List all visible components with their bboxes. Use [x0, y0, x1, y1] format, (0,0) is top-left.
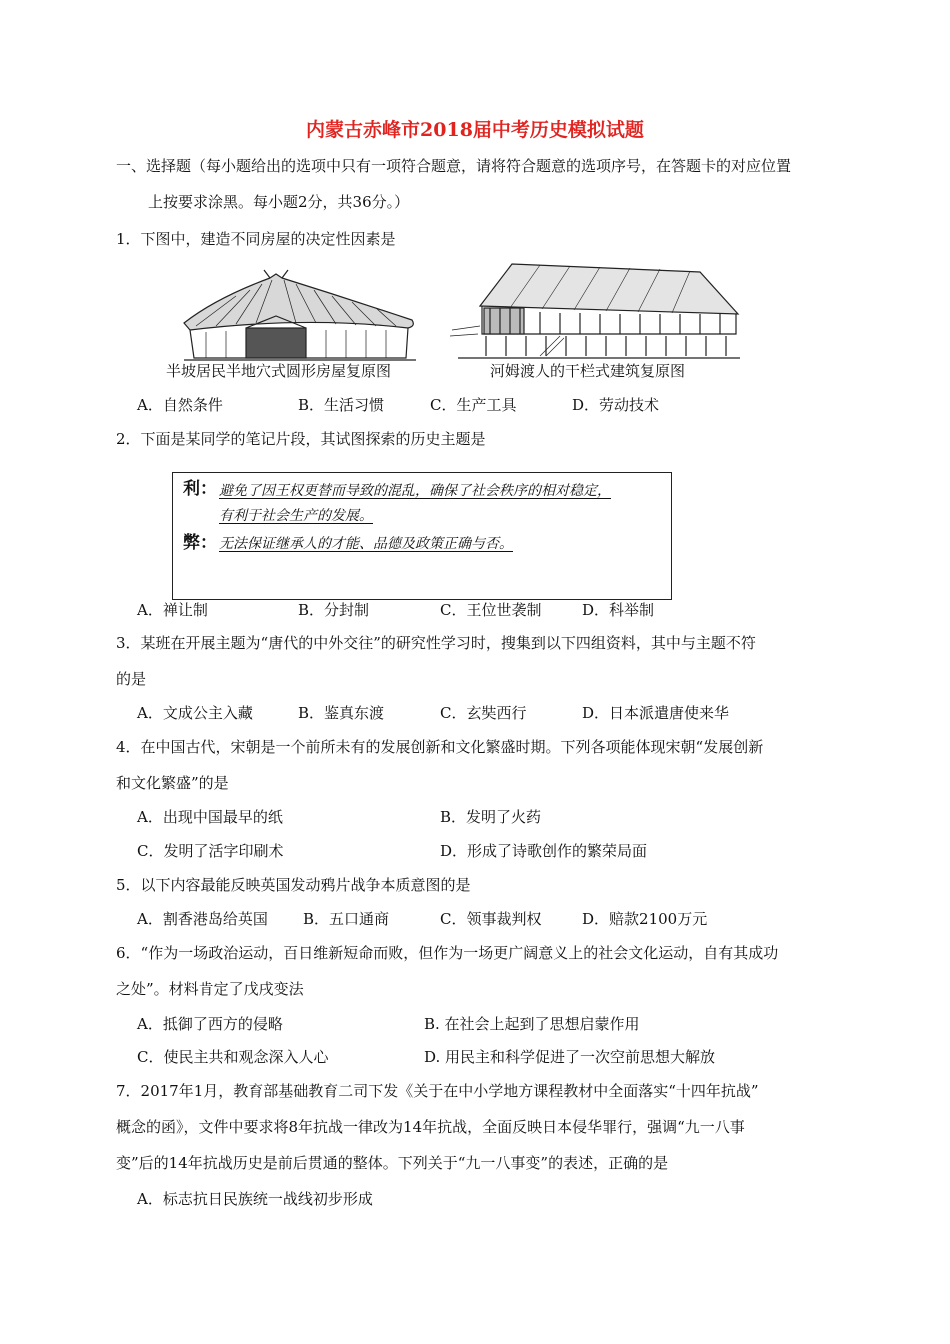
- question-5-stem: 5．以下内容最能反映英国发动鸦片战争本质意图的是: [116, 876, 471, 894]
- notes-box: [172, 472, 672, 600]
- q4-option-c[interactable]: C．发明了活字印刷术: [137, 842, 284, 860]
- q3-option-b[interactable]: B．鉴真东渡: [298, 704, 385, 722]
- question-6-stem-line1: 6．“作为一场政治运动，百日维新短命而败，但作为一场更广阔意义上的社会文化运动，自有其成功: [116, 944, 779, 962]
- q4-option-b[interactable]: B．发明了火药: [440, 808, 542, 826]
- question-2-stem: 2．下面是某同学的笔记片段，其试图探索的历史主题是: [116, 430, 486, 448]
- q4-option-d[interactable]: D．形成了诗歌创作的繁荣局面: [440, 842, 648, 860]
- question-3-stem-line2: 的是: [116, 670, 147, 688]
- q2-option-a[interactable]: A．禅让制: [137, 601, 208, 619]
- q5-option-a[interactable]: A．割香港岛给英国: [137, 910, 268, 928]
- banpo-house-illustration: [176, 268, 426, 368]
- q6-option-a[interactable]: A．抵御了西方的侵略: [137, 1015, 283, 1033]
- q1-option-a[interactable]: A．自然条件: [137, 396, 223, 414]
- question-4-stem-line2: 和文化繁盛”的是: [116, 774, 229, 792]
- q3-option-a[interactable]: A．文成公主入藏: [137, 704, 253, 722]
- q1-option-d[interactable]: D．劳动技术: [572, 396, 660, 414]
- note-advantage-key: 利：: [183, 479, 217, 499]
- q6-option-c[interactable]: C．使民主共和观念深入人心: [137, 1048, 329, 1066]
- section-header-line2: 上按要求涂黑。每小题2分，共36分。）: [148, 193, 410, 211]
- figure-caption-right: 河姆渡人的干栏式建筑复原图: [490, 362, 686, 380]
- figure-caption-left: 半坡居民半地穴式圆形房屋复原图: [166, 362, 392, 380]
- q2-option-b[interactable]: B．分封制: [298, 601, 370, 619]
- q1-option-b[interactable]: B．生活习惯: [298, 396, 385, 414]
- note-disadvantage-line1: 无法保证继承人的才能、品德及政策正确与否。: [219, 536, 513, 552]
- question-7-stem-line2: 概念的函》，文件中要求将8年抗战一律改为14年抗战，全面反映日本侵华罪行，强调“九一八事: [116, 1118, 745, 1136]
- note-disadvantage-key: 弊：: [183, 533, 217, 553]
- question-1-stem: 1．下图中，建造不同房屋的决定性因素是: [116, 230, 396, 248]
- note-advantage-line1: 避免了因王权更替而导致的混乱，确保了社会秩序的相对稳定，: [219, 483, 611, 499]
- q7-option-a[interactable]: A．标志抗日民族统一战线初步形成: [137, 1190, 373, 1208]
- q6-option-d[interactable]: D. 用民主和科学促进了一次空前思想大解放: [424, 1048, 716, 1066]
- q1-option-c[interactable]: C．生产工具: [430, 396, 517, 414]
- q2-option-d[interactable]: D．科举制: [582, 601, 655, 619]
- question-7-stem-line1: 7．2017年1月，教育部基础教育二司下发《关于在中小学地方课程教材中全面落实“十四年抗战”: [116, 1082, 759, 1100]
- q5-option-d[interactable]: D．赔款2100万元: [582, 910, 708, 928]
- page-title: 内蒙古赤峰市2018届中考历史模拟试题: [306, 119, 644, 141]
- note-advantage-line2: 有利于社会生产的发展。: [219, 508, 373, 524]
- q4-option-a[interactable]: A．出现中国最早的纸: [137, 808, 283, 826]
- q3-option-d[interactable]: D．日本派遣唐使来华: [582, 704, 730, 722]
- question-3-stem-line1: 3．某班在开展主题为“唐代的中外交往”的研究性学习时，搜集到以下四组资料，其中与主题不符: [116, 634, 756, 652]
- question-6-stem-line2: 之处”。材料肯定了戊戌变法: [116, 980, 304, 998]
- section-header-line1: 一、选择题（每小题给出的选项中只有一项符合题意，请将符合题意的选项序号，在答题卡的对应位置: [116, 157, 792, 175]
- q3-option-c[interactable]: C．玄奘西行: [440, 704, 527, 722]
- q5-option-b[interactable]: B．五口通商: [303, 910, 390, 928]
- q5-option-c[interactable]: C．领事裁判权: [440, 910, 542, 928]
- q2-option-c[interactable]: C．王位世袭制: [440, 601, 542, 619]
- question-7-stem-line3: 变”后的14年抗战历史是前后贯通的整体。下列关于“九一八事变”的表述，正确的是: [116, 1154, 669, 1172]
- q6-option-b[interactable]: B. 在社会上起到了思想启蒙作用: [424, 1015, 640, 1033]
- question-4-stem-line1: 4．在中国古代，宋朝是一个前所未有的发展创新和文化繁盛时期。下列各项能体现宋朝“发展创新: [116, 738, 764, 756]
- hemudu-stilt-house-illustration: [450, 256, 745, 366]
